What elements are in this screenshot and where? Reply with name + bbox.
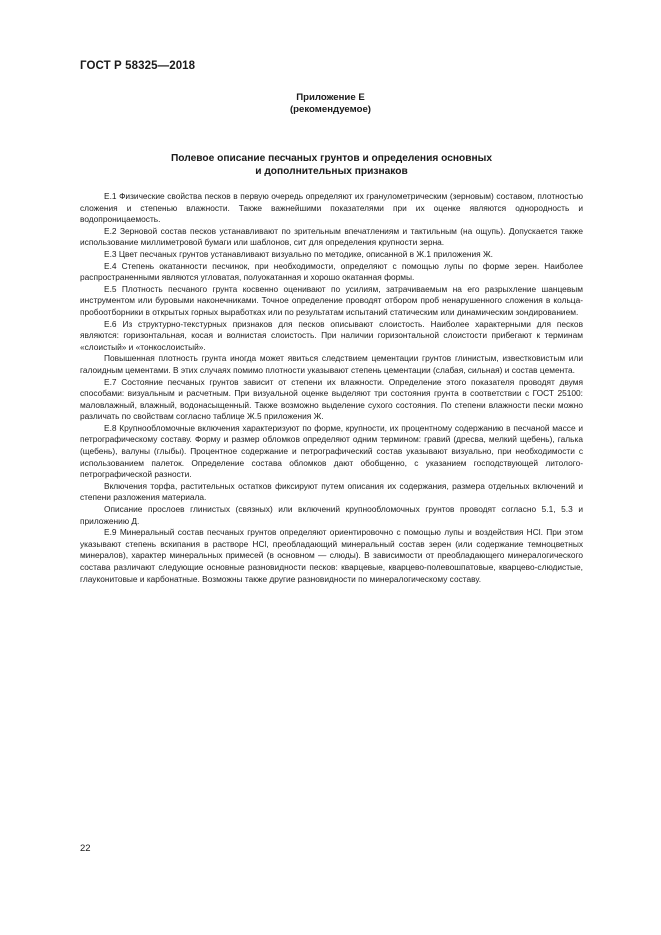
paragraph-e8: Е.8 Крупнообломочные включения характеризуют по форме, крупности, их процентному содержанию в песчаной массе и петрографическому составу. Форму и размер обломков определяют одним термином: гравий (дресва, мелкий щебень), галька (щебень), валуны (глыбы). Процентное содержание и петрографический состав указывают визуально, при необходимости с использованием палеток. Определение состава обломков дают обобщенно, с указанием господствующей литолого-петрографической разности. xyxy=(80,422,583,480)
page-number: 22 xyxy=(80,843,91,854)
paragraph-cementation: Повышенная плотность грунта иногда может явиться следствием цементации грунтов глинистым, известковистым или галоидным цементами. В этих случаях помимо плотности указывают степень цементации (слабая, сильная) и состав цемента. xyxy=(80,353,583,375)
paragraph-e6: Е.6 Из структурно-текстурных признаков для песков описывают слоистость. Наиболее характерными для песков являются: горизонтальная, косая и волнистая слоистость. При наличии горизонтальной слоистости прибегают к терминам «слоистый» и «тонкослоистый». xyxy=(80,318,583,352)
annex-status: (рекомендуемое) xyxy=(289,104,371,115)
paragraph-peat-inclusions: Включения торфа, растительных остатков фиксируют путем описания их содержания, размера отдельных включений и степени разложения материала. xyxy=(80,480,583,503)
annex-label: Приложение Е xyxy=(296,92,365,103)
paragraph-interlayers: Описание прослоев глинистых (связных) или включений крупнообломочных грунтов проводят согласно 5.1, 5.3 и приложению Д. xyxy=(80,504,583,526)
paragraph-e9: Е.9 Минеральный состав песчаных грунтов определяют ориентировочно с помощью лупы и воздействия HCl. При этом указывают степень вскипания в растворе HCl, преобладающий минеральный состав зерен (или содержание темноцветных минералов), характер минеральных примесей (в основном — слюды). В зависимости от преобладающего минералогического состава различают следующие основные разновидности песков: кварцевые, кварцево-полевошпатовые, кварцево-слюдистые, глауконитовые и карбонатные. Возможны также другие разновидности по минералогическому составу. xyxy=(80,527,583,584)
paragraph-e4: Е.4 Степень окатанности песчинок, при необходимости, определяют с помощью лупы по форме зерен. Наиболее распространенными являются угловатая, полуокатанная и хорошо окатанная формы. xyxy=(80,260,583,283)
paragraph-e3: Е.3 Цвет песчаных грунтов устанавливают визуально по методике, описанной в Ж.1 приложения Ж. xyxy=(104,248,494,259)
paragraph-e1: Е.1 Физические свойства песков в первую очередь определяют их гранулометрическим (зерновым) составом, плотностью сложения и степенью влажности. Также важнейшими показателями при их оценке являются однородность и водопроницаемость. xyxy=(80,191,583,225)
body-text xyxy=(80,191,583,585)
document-standard-header: ГОСТ Р 58325—2018 xyxy=(80,60,196,72)
section-title xyxy=(80,153,583,178)
section-title-line-1: Полевое описание песчаных грунтов и определения основных xyxy=(170,153,493,164)
paragraph-e2: Е.2 Зерновой состав песков устанавливают по зрительным впечатлениям и тактильным (на ощупь). Допускается также использование миллиметровой бумаги или шаблонов, сит для определения крупности зерна. xyxy=(80,225,583,248)
section-title-line-2: и дополнительных признаков xyxy=(255,165,408,177)
paragraph-e7: Е.7 Состояние песчаных грунтов зависит от степени их влажности. Определение этого показателя проводят двумя способами: визуальным и расчетным. При визуальной оценке выделяют три состояния грунта в соответствии с ГОСТ 25100: маловлажный, влажный, водонасыщенный. Также возможно выделение сухого состояния. По степени влажности пески можно различать по свойствам согласно таблице Ж.5 приложения Ж. xyxy=(80,376,583,422)
paragraph-e5: Е.5 Плотность песчаного грунта косвенно оценивают по усилиям, затрачиваемым на его разрыхление шанцевым инструментом или буровыми наконечниками. Точное определение проводят отбором проб ненарушенного сложения в кольца-пробоотборники в открытых горных выработках или по результатам испытаний статическим или динамическим зондированием. xyxy=(80,283,583,317)
